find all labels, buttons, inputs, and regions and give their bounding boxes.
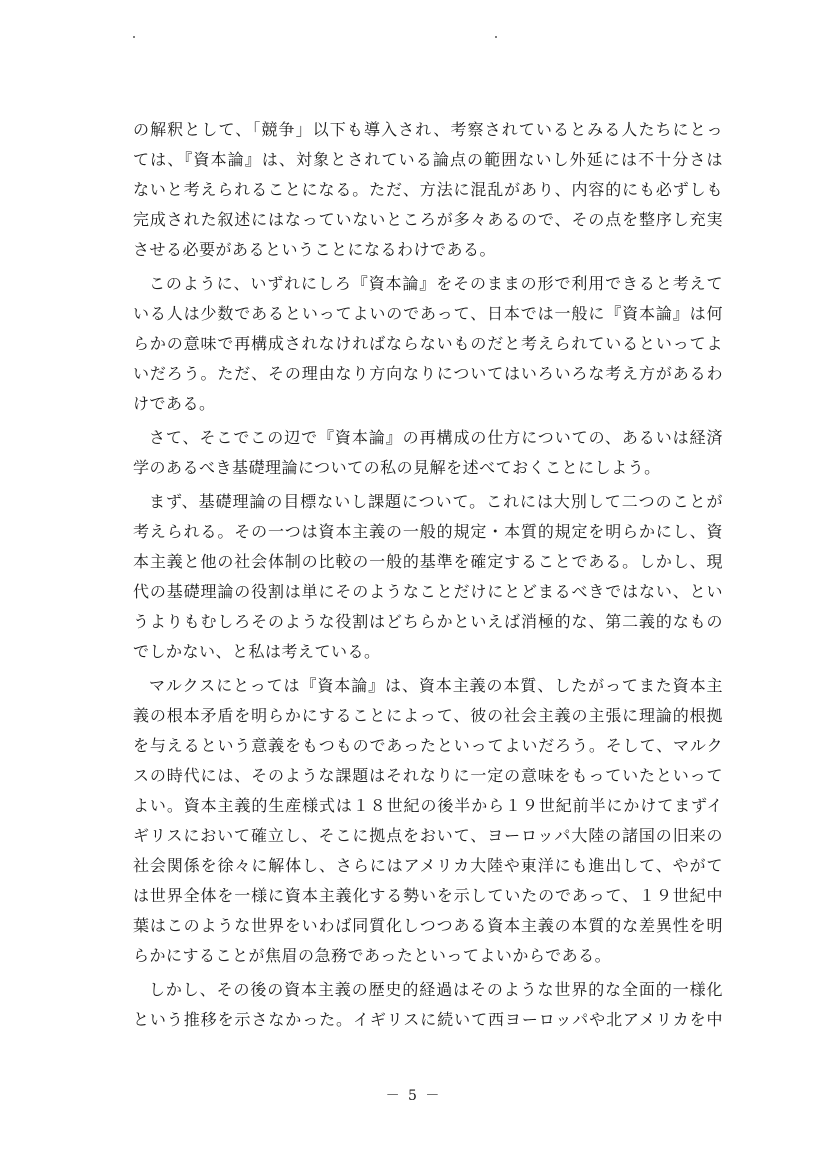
text-line: 代の基礎理論の役割は単にそのようなことだけにとどまるべきではない、とい (133, 582, 723, 601)
paragraph-start-line: さて、そこでこの辺で『資本論』の再構成の仕方についての、あるいは経済 (149, 428, 723, 447)
text-line: 社会関係を徐々に解体し、さらにはアメリカ大陸や東洋にも進出して、やがて (133, 856, 723, 875)
text-line: いる人は少数であるといってよいのであって、日本では一般に『資本論』は何 (133, 304, 723, 323)
text-line: を与えるという意義をもつものであったといってよいだろう。そして、マルク (133, 736, 723, 755)
text-line: ギリスにおいて確立し、そこに拠点をおいて、ヨーロッパ大陸の諸国の旧来の (133, 826, 723, 845)
text-line: させる必要があるということになるわけである。 (133, 240, 497, 259)
text-line: 学のあるべき基礎理論についての私の見解を述べておくことにしよう。 (133, 458, 661, 477)
text-line: 本主義と他の社会体制の比較の一般的基準を確定することである。しかし、現 (133, 552, 723, 571)
scan-speck (133, 36, 135, 38)
text-line: らかの意味で再構成されなければならないものだと考えられているといってよ (133, 334, 723, 353)
text-line: ては、『資本論』は、対象とされている論点の範囲ないし外延には不十分さは (133, 150, 723, 169)
text-line: けである。 (133, 394, 216, 413)
text-line: らかにすることが焦眉の急務であったといってよいからである。 (133, 946, 612, 965)
page-number: － 5 － (385, 1088, 442, 1104)
paragraph-start-line: まず、基礎理論の目標ないし課題について。これには大別して二つのことが (149, 492, 723, 511)
text-line: よい。資本主義的生産様式は１８世紀の後半から１９世紀前半にかけてまずイ (133, 796, 723, 815)
text-line: でしかない、と私は考えている。 (133, 642, 381, 661)
scan-speck (495, 36, 497, 38)
text-line: という推移を示さなかった。イギリスに続いて西ヨーロッパや北アメリカを中 (133, 1010, 723, 1029)
text-line: は世界全体を一様に資本主義化する勢いを示していたのであって、１９世紀中 (133, 886, 723, 905)
text-line: 完成された叙述にはなっていないところが多々あるので、その点を整序し充実 (133, 210, 723, 229)
text-line: スの時代には、そのような課題はそれなりに一定の意味をもっていたといって (133, 766, 723, 785)
paragraph-start-line: このように、いずれにしろ『資本論』をそのままの形で利用できると考えて (149, 274, 723, 293)
text-line: ないと考えられることになる。ただ、方法に混乱があり、内容的にも必ずしも (133, 180, 723, 199)
text-line: 義の根本矛盾を明らかにすることによって、彼の社会主義の主張に理論的根拠 (133, 706, 723, 725)
text-line: いだろう。ただ、その理由なり方向なりについてはいろいろな考え方があるわ (133, 364, 723, 383)
text-line: 葉はこのような世界をいわば同質化しつつある資本主義の本質的な差異性を明 (133, 916, 723, 935)
paragraph-start-line: マルクスにとっては『資本論』は、資本主義の本質、したがってまた資本主 (149, 676, 723, 695)
text-line: 考えられる。その一つは資本主義の一般的規定・本質的規定を明らかにし、資 (133, 522, 723, 541)
paragraph-start-line: しかし、その後の資本主義の歴史的経過はそのような世界的な全面的一様化 (149, 980, 723, 999)
text-line: の解釈として、「競争」以下も導入され、考察されているとみる人たちにとっ (133, 120, 723, 139)
text-line: うよりもむしろそのような役割はどちらかといえば消極的な、第二義的なもの (133, 612, 723, 631)
